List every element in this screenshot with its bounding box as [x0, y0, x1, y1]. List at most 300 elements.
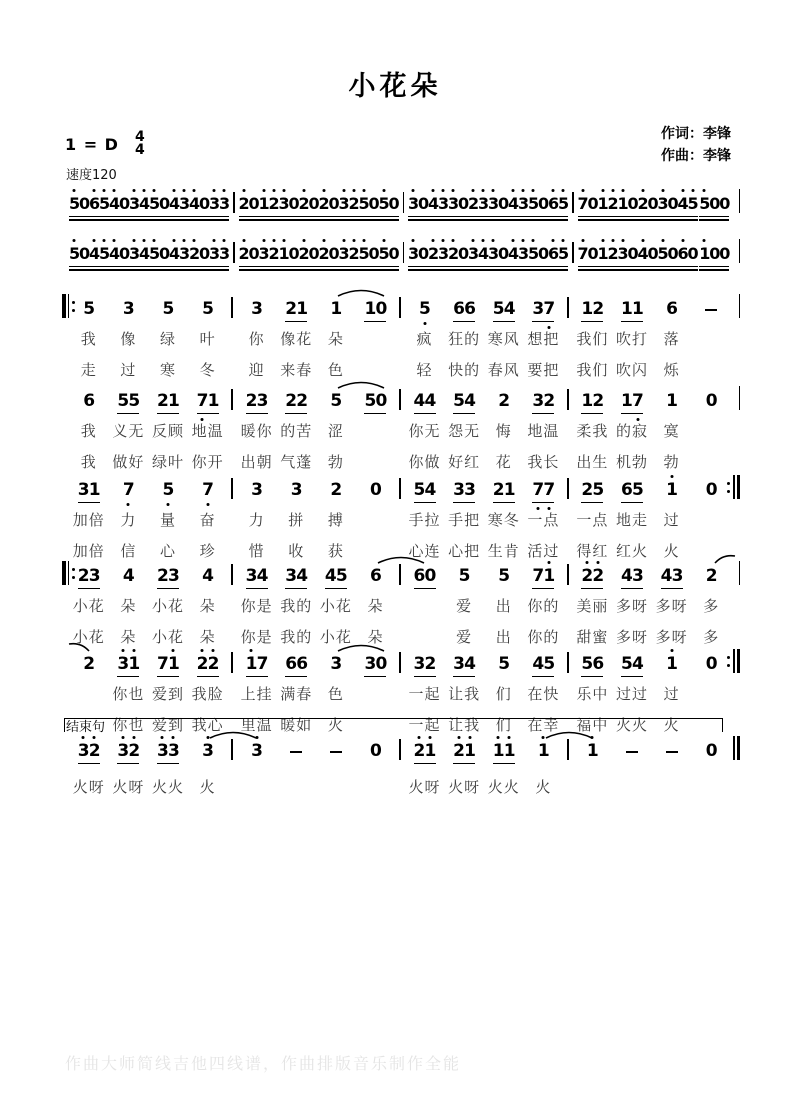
lyric-syllable: 涩 — [327, 422, 344, 440]
note-group — [621, 480, 643, 500]
lyric-syllable: 手拉 — [408, 511, 441, 529]
lyric-cell — [109, 777, 149, 798]
note-group — [581, 566, 603, 586]
measure — [235, 244, 403, 264]
note-digit: 6 — [369, 566, 382, 586]
lyric-cell — [188, 684, 228, 705]
note-digit: 7 — [123, 480, 134, 500]
note-group — [78, 480, 100, 500]
beat-cell — [488, 194, 528, 214]
lyric-cell — [524, 452, 564, 473]
beat-cell — [408, 194, 448, 214]
beat-cell — [189, 194, 229, 214]
octave-dot-below — [166, 503, 169, 506]
octave-dot-above — [581, 239, 584, 242]
note-group — [370, 741, 381, 761]
octave-dot-above — [212, 649, 215, 652]
note-digit: 0 — [627, 194, 639, 213]
beat-cell — [237, 299, 277, 319]
lyric-cell — [276, 360, 316, 381]
note-digit: 6 — [285, 654, 298, 674]
lyric-measure — [65, 452, 231, 473]
note-digit: 3 — [518, 194, 528, 214]
lyrics-line-verse-2 — [65, 627, 735, 648]
note-digit: 2 — [89, 741, 100, 761]
barline-stroke — [739, 294, 741, 318]
note-group — [532, 654, 554, 674]
beam-line — [658, 219, 698, 221]
beat-cell — [239, 194, 279, 214]
note-group — [123, 480, 134, 500]
lyric-syllable: 多呀 — [655, 628, 688, 646]
note-digit: 4 — [122, 566, 135, 586]
lyric-cell — [444, 360, 484, 381]
lyric-syllable: 心连 — [408, 542, 441, 560]
lyricist-credit: 作词：李锋 — [661, 126, 731, 142]
beam-line — [157, 588, 179, 590]
note-digit: 2 — [83, 654, 96, 674]
note-digit: 5 — [543, 654, 556, 674]
octave-dot-above — [93, 736, 96, 739]
lyric-cell — [109, 421, 149, 442]
note-group — [453, 391, 475, 411]
note-group — [621, 654, 643, 674]
beam-line — [246, 676, 268, 678]
beam-line — [448, 219, 488, 221]
beat-cell — [316, 654, 356, 674]
beat-cell — [279, 194, 319, 214]
lyric-syllable: 我的 — [280, 597, 313, 615]
note-digit: 3 — [478, 194, 488, 214]
note-digit: 0 — [375, 654, 388, 674]
note-group — [83, 299, 94, 319]
note-digit: 1 — [207, 391, 220, 411]
note-digit: 2 — [492, 480, 505, 500]
note-digit: 0 — [424, 566, 437, 586]
repeat-sign — [62, 560, 75, 586]
note-digit: 5 — [359, 194, 369, 214]
lyric-cell — [652, 684, 692, 705]
measure — [569, 566, 735, 586]
repeat-dots — [72, 294, 75, 318]
note-digit: 3 — [168, 741, 179, 761]
octave-dot-above — [452, 239, 455, 242]
lyric-syllable: 朵 — [367, 628, 384, 646]
lyric-syllable: 柔我 — [576, 422, 609, 440]
lyric-syllable: 活过 — [527, 542, 560, 560]
lyric-syllable: 加倍 — [72, 511, 105, 529]
note-group — [453, 741, 475, 761]
note-digit: 4 — [89, 244, 99, 264]
beat-cell — [276, 299, 316, 319]
note-digit: 0 — [498, 244, 510, 263]
lyric-cell — [405, 329, 445, 350]
note-group — [285, 391, 307, 411]
octave-dot-above — [482, 189, 485, 192]
repeat-dots — [727, 649, 730, 673]
lyric-syllable: 力 — [120, 511, 137, 529]
lyric-syllable: 让我 — [448, 716, 481, 734]
lyric-syllable: 火火 — [487, 778, 520, 796]
note-digit: 0 — [667, 194, 679, 213]
note-digit: 1 — [503, 480, 516, 500]
lyric-syllable: 悔 — [495, 422, 512, 440]
lyric-measure — [569, 627, 735, 648]
lyric-syllable: 朵 — [367, 597, 384, 615]
lyric-measure — [233, 421, 399, 442]
beam-line — [279, 266, 319, 268]
lyric-cell — [652, 510, 692, 531]
note-digit: 3 — [453, 654, 465, 674]
lyric-cell — [484, 421, 524, 442]
beat-cell — [691, 480, 731, 500]
lyric-cell — [276, 627, 316, 648]
meter-lower: 4 — [134, 142, 145, 158]
note-group — [202, 299, 213, 319]
beat-cell — [148, 654, 188, 674]
octave-dot-above — [382, 239, 385, 242]
beam-line — [359, 216, 399, 218]
lyric-syllable: 福中 — [576, 716, 609, 734]
note-group — [419, 299, 430, 319]
beat-cell — [573, 741, 613, 761]
lyric-measure — [65, 684, 231, 705]
lyric-cell — [573, 541, 613, 562]
octave-dot-below — [536, 507, 539, 510]
beam-line — [246, 413, 268, 415]
beat-cell — [69, 654, 109, 674]
note-group — [83, 654, 94, 674]
lyric-cell — [484, 360, 524, 381]
note-digit: 2 — [189, 244, 199, 264]
octave-dot-above — [342, 239, 345, 242]
note-digit: 5 — [458, 566, 471, 586]
note-digit: 1 — [581, 391, 594, 411]
note-digit: 3 — [88, 566, 101, 586]
lyric-syllable: 疯 — [416, 330, 433, 348]
beam-line — [621, 588, 643, 590]
note-digit: 2 — [424, 654, 437, 674]
note-group — [666, 391, 677, 411]
note-digit: 0 — [288, 194, 300, 213]
note-digit: 0 — [418, 194, 430, 213]
note-digit: 3 — [438, 244, 448, 264]
octave-dot-above — [468, 736, 471, 739]
note-group — [123, 299, 134, 319]
note-digit: 5 — [492, 299, 505, 319]
lyric-syllable: 让我 — [448, 685, 481, 703]
beat-cell — [484, 391, 524, 411]
lyric-cell — [148, 596, 188, 617]
beam-line — [621, 676, 643, 678]
composer-credit: 作曲：李锋 — [661, 148, 731, 164]
beat-cell — [612, 566, 652, 586]
octave-dot-above — [497, 736, 500, 739]
octave-dot-above — [193, 189, 196, 192]
beam-line — [149, 216, 189, 218]
note-digit: 4 — [503, 299, 516, 319]
lyric-measure — [401, 360, 567, 381]
beam-line — [69, 216, 109, 218]
note-digit: 5 — [592, 480, 605, 500]
beat-cell — [573, 566, 613, 586]
lyric-cell — [69, 596, 109, 617]
lyric-syllable: 寞 — [663, 422, 680, 440]
octave-dot-above — [362, 239, 365, 242]
note-digit: 3 — [202, 741, 213, 761]
note-group — [493, 480, 515, 500]
lyric-syllable: 我的 — [280, 628, 313, 646]
beat-cell — [356, 480, 396, 500]
beat-cell — [316, 299, 356, 319]
lyric-cell — [69, 360, 109, 381]
note-group — [189, 244, 229, 264]
note-group — [408, 244, 448, 264]
beat-cell — [109, 566, 149, 586]
note-digit: 4 — [189, 194, 199, 214]
note-digit: 2 — [349, 244, 359, 264]
lyric-syllable: 爱到 — [151, 685, 184, 703]
note-digit: 3 — [78, 741, 89, 761]
measure — [569, 299, 735, 319]
note-digit: 2 — [581, 566, 592, 586]
lyric-syllable: 寒风 — [487, 330, 520, 348]
note-group — [498, 391, 509, 411]
note-digit: 3 — [179, 244, 189, 264]
beam-line — [279, 219, 319, 221]
beat-cell — [109, 391, 149, 411]
note-group — [528, 194, 568, 214]
lyric-cell — [316, 684, 356, 705]
note-group — [149, 194, 189, 214]
note-digit: 5 — [149, 244, 159, 264]
barline-stroke — [733, 649, 735, 673]
note-digit: 4 — [428, 194, 438, 214]
note-digit: 3 — [117, 654, 128, 674]
lyric-syllable: 小花 — [72, 628, 105, 646]
lyric-measure — [65, 596, 231, 617]
note-group — [706, 391, 717, 411]
beam-line — [78, 763, 100, 765]
beam-line — [618, 216, 658, 218]
lyric-cell — [276, 452, 316, 473]
beam-line — [578, 266, 618, 268]
note-digit: 7 — [202, 480, 213, 500]
note-digit: 3 — [122, 299, 135, 319]
beat-cell — [524, 299, 564, 319]
note-digit: 0 — [647, 244, 659, 263]
note-digit: 6 — [548, 194, 558, 214]
repeat-sign — [62, 293, 75, 319]
lyric-cell — [444, 421, 484, 442]
beam-line — [319, 266, 359, 268]
lyric-cell — [484, 684, 524, 705]
duration-dash — [666, 751, 678, 753]
beat-cell — [444, 654, 484, 674]
note-digit: 7 — [197, 391, 208, 411]
note-digit: 2 — [319, 194, 329, 214]
lyric-cell — [188, 596, 228, 617]
beat-cell — [444, 299, 484, 319]
note-digit: 4 — [139, 244, 149, 264]
note-digit: 7 — [156, 654, 169, 674]
lyric-syllable: 多呀 — [616, 628, 649, 646]
lyric-cell — [69, 452, 109, 473]
lyric-cell — [405, 452, 445, 473]
measure — [401, 391, 567, 411]
note-group — [453, 480, 475, 500]
beam-line — [528, 219, 568, 221]
beat-cell — [188, 654, 228, 674]
note-group — [251, 299, 262, 319]
note-group — [578, 244, 618, 264]
note-digit: 2 — [285, 299, 298, 319]
note-digit: 3 — [279, 194, 289, 214]
measure — [233, 299, 399, 319]
beat-cell — [188, 299, 228, 319]
note-digit: 3 — [488, 194, 498, 214]
octave-dot-above — [552, 189, 555, 192]
final-barline — [733, 735, 740, 761]
note-digit: 7 — [578, 244, 588, 264]
beat-cell — [356, 299, 396, 319]
note-group — [246, 654, 268, 674]
octave-dot-above — [133, 189, 136, 192]
lyric-cell — [444, 541, 484, 562]
beam-line — [532, 588, 554, 590]
beam-line — [453, 413, 475, 415]
note-digit: 4 — [464, 391, 476, 411]
octave-dot-above — [173, 239, 176, 242]
note-digit: 3 — [245, 566, 258, 586]
lyric-cell — [612, 684, 652, 705]
note-group — [538, 741, 549, 761]
beam-line — [581, 413, 603, 415]
lyric-syllable: 获 — [327, 542, 344, 560]
note-digit: 3 — [413, 654, 426, 674]
lyric-syllable: 叶 — [199, 330, 216, 348]
note-digit: 4 — [508, 244, 518, 264]
lyric-syllable: 在幸 — [527, 716, 560, 734]
beat-cell — [691, 391, 731, 411]
note-digit: 0 — [705, 741, 718, 761]
note-group — [157, 654, 179, 674]
octave-dot-above — [581, 189, 584, 192]
octave-dot-above — [173, 189, 176, 192]
beam-line — [618, 219, 658, 221]
lyric-syllable: 多呀 — [616, 597, 649, 615]
duration-dash — [626, 751, 638, 753]
lyric-measure — [233, 684, 399, 705]
note-group — [149, 244, 189, 264]
beat-cell — [618, 194, 658, 214]
lyric-cell — [405, 360, 445, 381]
beam-line — [109, 219, 149, 221]
octave-dot-above — [601, 189, 604, 192]
notation-line — [65, 295, 735, 319]
note-group — [78, 566, 100, 586]
measure — [233, 654, 399, 674]
note-group — [414, 741, 436, 761]
lyric-cell — [652, 421, 692, 442]
note-digit: 2 — [77, 566, 90, 586]
lyric-measure — [233, 596, 399, 617]
measure — [65, 741, 231, 761]
lyric-syllable: 多呀 — [655, 597, 688, 615]
lyric-syllable: 烁 — [663, 361, 680, 379]
lyric-cell — [612, 596, 652, 617]
octave-dot-above — [591, 736, 594, 739]
beat-cell — [69, 480, 109, 500]
notation-line — [65, 737, 735, 761]
barline-stroke — [62, 561, 66, 585]
lyric-syllable: 你做 — [408, 453, 441, 471]
octave-dot-above — [82, 736, 85, 739]
measure — [404, 244, 572, 264]
note-group — [359, 194, 399, 214]
lyric-cell — [573, 684, 613, 705]
note-digit: 3 — [671, 566, 684, 586]
notation-line — [65, 190, 735, 214]
note-digit: 5 — [379, 244, 389, 264]
barline-stroke — [739, 386, 741, 410]
lyric-cell — [524, 627, 564, 648]
lyric-syllable: 小花 — [319, 628, 352, 646]
system-6 — [65, 562, 735, 648]
octave-dot-above — [132, 736, 135, 739]
lyric-cell — [652, 541, 692, 562]
barline-stroke — [739, 561, 741, 585]
note-group — [117, 741, 139, 761]
note-digit: 0 — [538, 194, 550, 213]
octave-dot-above — [352, 239, 355, 242]
note-digit: 1 — [543, 566, 554, 586]
octave-dot-above — [322, 239, 325, 242]
lyric-cell — [276, 510, 316, 531]
lyric-syllable: 轻 — [416, 361, 433, 379]
lyric-cell — [524, 684, 564, 705]
beam-line — [117, 413, 139, 415]
beam-line — [453, 676, 475, 678]
barline-stroke — [739, 189, 741, 213]
lyric-cell — [109, 684, 149, 705]
beat-cell — [148, 391, 188, 411]
beat-cell — [652, 566, 692, 586]
note-group — [621, 299, 643, 319]
octave-dot-below — [423, 322, 426, 325]
note-digit: 0 — [687, 244, 699, 263]
note-digit: 5 — [202, 299, 214, 319]
note-group — [666, 751, 678, 761]
lyric-cell — [148, 329, 188, 350]
note-group — [202, 741, 213, 761]
beam-line — [319, 216, 359, 218]
note-digit: 4 — [424, 391, 437, 411]
note-digit: 2 — [330, 480, 343, 500]
lyric-cell — [237, 329, 277, 350]
octave-dot-above — [482, 239, 485, 242]
lyric-cell — [573, 510, 613, 531]
lyric-syllable: 像花 — [280, 330, 313, 348]
note-group — [189, 194, 229, 214]
lyric-measure — [569, 421, 735, 442]
note-group — [532, 299, 554, 319]
octave-dot-above — [143, 239, 146, 242]
note-digit: 3 — [453, 480, 465, 500]
beat-cell — [359, 244, 399, 264]
beat-cell — [652, 751, 692, 761]
lyric-cell — [148, 627, 188, 648]
